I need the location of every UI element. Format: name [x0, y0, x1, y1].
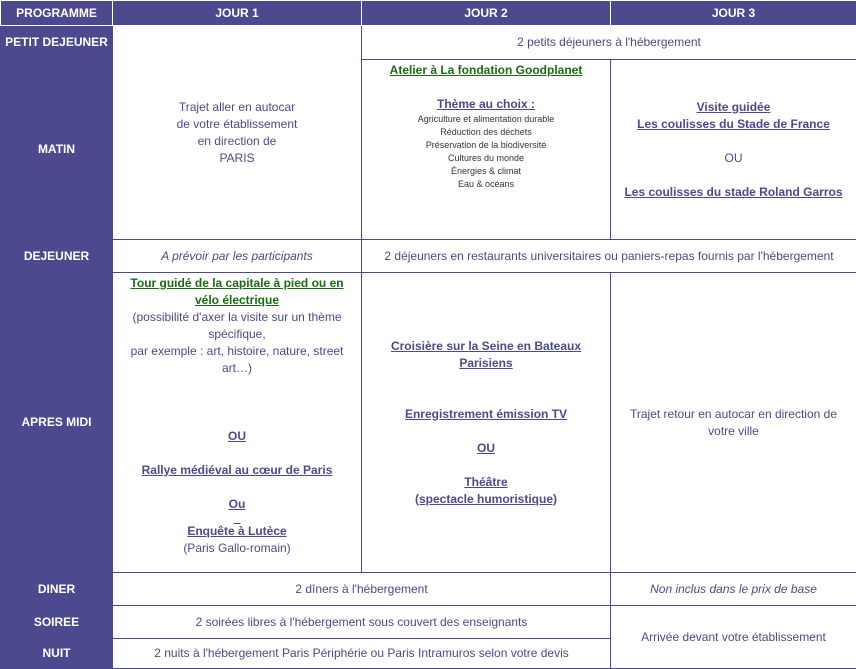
theatre-link[interactable]: Théâtre	[464, 475, 507, 489]
row-dejeuner	[1, 240, 856, 273]
header-day2: JOUR 2	[362, 1, 611, 26]
theme-item: Agriculture et alimentation durable	[366, 113, 606, 126]
apres-midi-day3	[611, 273, 856, 573]
theme-item: Énergies & climat	[366, 165, 606, 178]
theme-item: Cultures du monde	[366, 152, 606, 165]
emission-tv-link[interactable]: Enregistrement émission TV	[405, 407, 567, 421]
enquete-lutece-link[interactable]: Enquête à Lutèce	[187, 524, 286, 538]
apres-midi-day2	[362, 273, 611, 573]
theme-item: Réduction des déchets	[366, 126, 606, 139]
petit-dejeuner-days23: 2 petits déjeuners à l'hébergement	[362, 26, 856, 60]
apres-midi-day1-or1[interactable]: OU	[228, 429, 246, 443]
row-apres-midi	[1, 273, 856, 573]
row-label-apres-midi: APRES MIDI	[1, 273, 113, 573]
row-label-dejeuner: DEJEUNER	[1, 240, 113, 273]
roland-garros-link[interactable]: Les coulisses du stade Roland Garros	[624, 185, 842, 199]
matin-day1-line: PARIS	[117, 150, 357, 167]
row-label-matin: MATIN	[1, 60, 113, 240]
stade-de-france-link[interactable]: Visite guidée	[697, 100, 771, 114]
apres-midi-day1	[113, 273, 362, 573]
header-programme: PROGRAMME	[1, 1, 113, 26]
tour-guide-link-line2[interactable]: vélo électrique	[195, 293, 279, 307]
tour-note-line: art…)	[117, 360, 357, 377]
matin-day1-line: en direction de	[117, 133, 357, 150]
tour-note-line: par exemple : art, histoire, nature, street	[117, 343, 357, 360]
stade-de-france-link-line2[interactable]: Les coulisses du Stade de France	[637, 117, 830, 131]
tour-note-line: spécifique,	[117, 326, 357, 343]
matin-day1-line: Trajet aller en autocar	[117, 99, 357, 116]
matin-day1	[113, 26, 362, 240]
croisiere-seine-link[interactable]: Croisière sur la Seine en Bateaux	[391, 339, 581, 353]
retour-line: votre ville	[615, 423, 852, 440]
row-petit-dejeuner	[1, 26, 856, 60]
matin-day2	[362, 60, 611, 240]
row-soiree	[1, 606, 856, 639]
croisiere-seine-link-line2[interactable]: Parisiens	[459, 356, 512, 370]
nuit-days12: 2 nuits à l'hébergement Paris Périphérie ou Paris Intramuros selon votre devis	[113, 639, 611, 669]
header-row	[1, 1, 856, 26]
dejeuner-day1: A prévoir par les participants	[113, 240, 362, 273]
theme-item: Préservation de la biodiversité	[366, 139, 606, 152]
goodplanet-link[interactable]: Atelier à La fondation Goodplanet	[390, 63, 583, 77]
row-label-nuit: NUIT	[1, 639, 113, 669]
theme-choice-link[interactable]: Thème au choix :	[437, 97, 535, 111]
retour-line: Trajet retour en autocar en direction de	[615, 406, 852, 423]
tour-note-line: (possibilité d'axer la visite sur un thème	[117, 309, 357, 326]
enquete-lutece-note: (Paris Gallo-romain)	[117, 540, 357, 557]
matin-day3	[611, 60, 856, 240]
diner-days12: 2 dîners à l'hébergement	[113, 573, 611, 606]
rallye-medieval-link[interactable]: Rallye médiéval au cœur de Paris	[142, 463, 333, 477]
header-day3: JOUR 3	[611, 1, 856, 26]
header-day1: JOUR 1	[113, 1, 362, 26]
tour-guide-link[interactable]: Tour guidé de la capitale à pied ou en	[130, 276, 343, 290]
row-label-petit-dejeuner: PETIT DEJEUNER	[1, 26, 113, 60]
apres-midi-day1-dash[interactable]: _	[234, 511, 241, 525]
theatre-link-line2[interactable]: (spectacle humoristique)	[415, 492, 557, 506]
dejeuner-days23: 2 déjeuners en restaurants universitaires ou paniers-repas fournis par l'hébergement	[362, 240, 856, 273]
apres-midi-day1-or2[interactable]: Ou	[229, 497, 246, 511]
day3-bottom: Arrivée devant votre établissement	[611, 606, 856, 669]
matin-day1-line: de votre établissement	[117, 116, 357, 133]
apres-midi-day2-or[interactable]: OU	[477, 441, 495, 455]
soiree-days12: 2 soirées libres à l'hébergement sous couvert des enseignants	[113, 606, 611, 639]
row-label-soiree: SOIREE	[1, 606, 113, 639]
row-diner	[1, 573, 856, 606]
matin-day3-or: OU	[615, 150, 852, 167]
diner-day3: Non inclus dans le prix de base	[611, 573, 856, 606]
theme-item: Eau & océans	[366, 178, 606, 191]
row-label-diner: DINER	[1, 573, 113, 606]
